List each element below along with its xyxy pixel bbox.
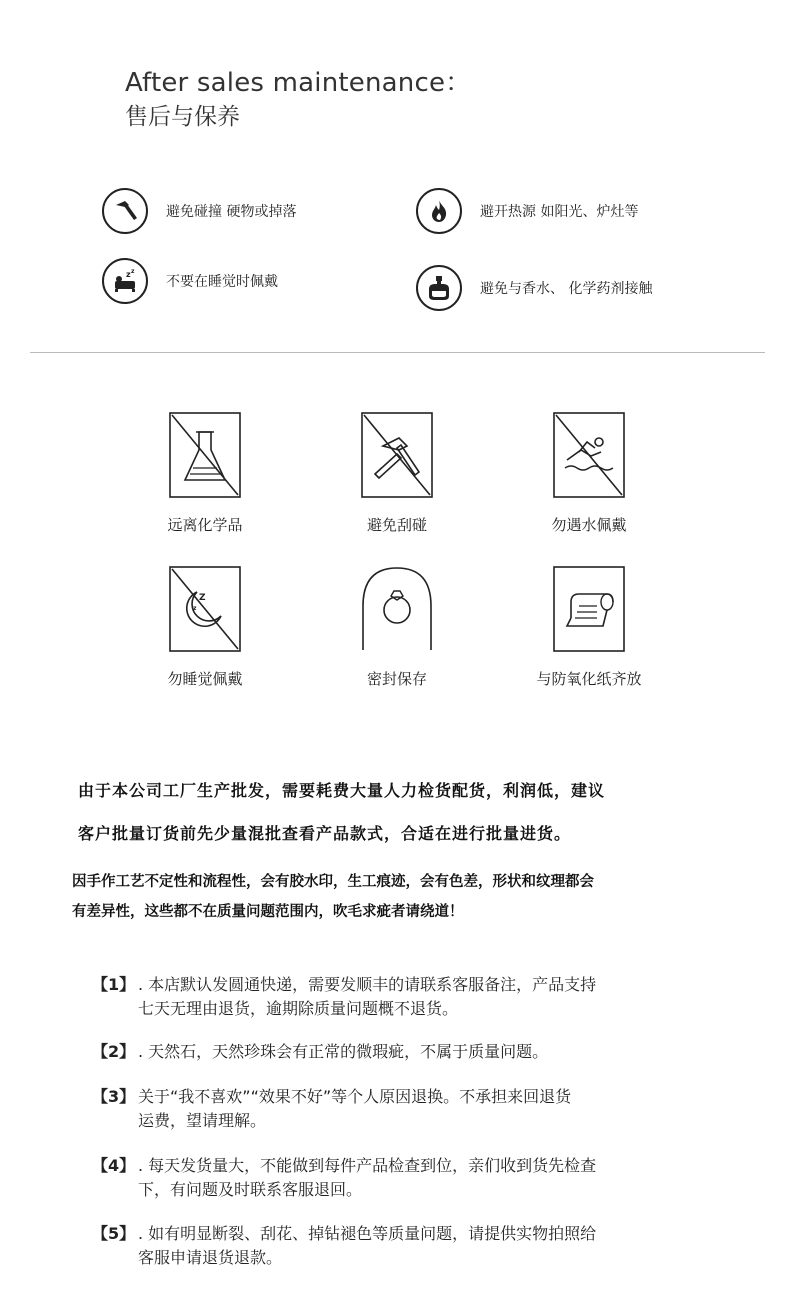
care-text: 避免碰撞 硬物或掉落: [166, 204, 297, 220]
tile-label: 远离化学品: [167, 516, 243, 534]
tile-label: 密封保存: [366, 670, 427, 688]
anti-oxidation-paper-icon: [553, 566, 625, 652]
tile-label: 与防氧化纸齐放: [536, 670, 642, 688]
term-tag: 【2】: [92, 1042, 136, 1061]
care-item-avoid-impact: [102, 188, 296, 234]
tile-no-scratch: [317, 412, 477, 535]
tile-label: 避免刮碰: [366, 516, 427, 534]
care-item-avoid-heat: [416, 188, 638, 234]
tile-label: 勿睡觉佩戴: [167, 670, 243, 688]
term-tag: 【1】: [92, 975, 136, 994]
term-item-4: [92, 1154, 732, 1202]
tile-no-swimming: [509, 412, 669, 535]
term-item-1: [92, 973, 732, 1021]
svg-text:z: z: [131, 268, 135, 275]
term-tag: 【5】: [92, 1224, 136, 1243]
section-divider: [30, 352, 765, 353]
term-item-5: [92, 1222, 732, 1270]
svg-text:z: z: [126, 270, 131, 279]
care-item-no-sleep: [102, 258, 278, 304]
notice-line-3: 因手作工艺不定性和流程性，会有胶水印，生工痕迹，会有色差，形状和纹理都会: [72, 874, 594, 890]
term-text: . 本店默认发圆通快递，需要发顺丰的请联系客服备注，产品支持: [138, 975, 597, 994]
term-item-3: [92, 1085, 732, 1133]
tile-no-chemicals: [125, 412, 285, 535]
sleep-bed-icon: [102, 258, 148, 304]
sealed-storage-icon: [361, 566, 433, 652]
term-text: . 天然石，天然珍珠会有正常的微瑕疵，不属于质量问题。: [138, 1042, 549, 1061]
term-text-continued: 客服申请退货退款。: [138, 1248, 283, 1267]
care-text: 避开热源 如阳光、炉灶等: [480, 204, 639, 220]
term-text: . 每天发货量大，不能做到每件产品检查到位，亲们收到货先检查: [138, 1156, 597, 1175]
term-text-continued: 运费，望请理解。: [138, 1111, 267, 1130]
notice-line-1: 由于本公司工厂生产批发，需要耗费大量人力检货配货，利润低，建议: [78, 781, 606, 800]
title-chinese: 售后与保养: [125, 104, 240, 130]
term-text: . 如有明显断裂、刮花、掉钻褪色等质量问题，请提供实物拍照给: [138, 1224, 597, 1243]
flame-icon: [416, 188, 462, 234]
no-sleep-icon: [169, 566, 241, 652]
no-swimming-icon: [553, 412, 625, 498]
no-chemicals-icon: [169, 412, 241, 498]
svg-text:Z: Z: [199, 593, 206, 603]
care-text: 避免与香水、 化学药剂接触: [480, 281, 653, 297]
care-text: 不要在睡觉时佩戴: [166, 274, 278, 290]
notice-line-4: 有差异性，这些都不在质量问题范围内，吹毛求疵者请绕道！: [72, 904, 464, 920]
term-tag: 【3】: [92, 1087, 136, 1106]
term-tag: 【4】: [92, 1156, 136, 1175]
no-scratch-icon: [361, 412, 433, 498]
tile-label: 勿遇水佩戴: [551, 516, 627, 534]
notice-line-2: 客户批量订货前先少量混批查看产品款式，合适在进行批量进货。: [78, 824, 572, 843]
svg-text:z: z: [193, 605, 197, 612]
term-item-2: [92, 1040, 732, 1064]
perfume-bottle-icon: [416, 265, 462, 311]
term-text: 关于“我不喜欢”“效果不好”等个人原因退换。不承担来回退货: [138, 1087, 572, 1106]
title-english: After sales maintenance：: [125, 68, 472, 98]
hammer-icon: [102, 188, 148, 234]
term-text-continued: 下，有问题及时联系客服退回。: [138, 1180, 363, 1199]
tile-anti-oxidation-paper: [509, 566, 669, 689]
tile-sealed-storage: [317, 566, 477, 689]
tile-no-sleep: [125, 566, 285, 689]
term-text-continued: 七天无理由退货，逾期除质量问题概不退货。: [138, 999, 459, 1018]
care-item-avoid-perfume: [416, 265, 652, 311]
